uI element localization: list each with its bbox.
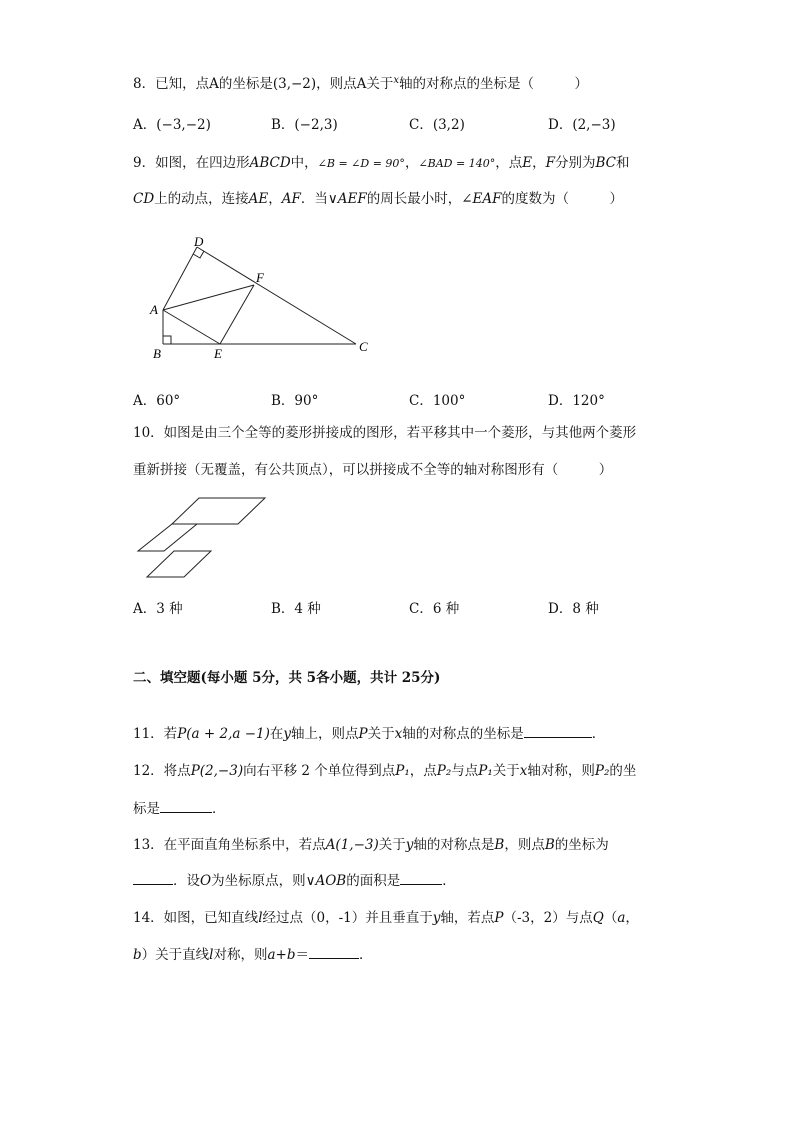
section-title: 二、填空题(每小题 5分，共 5各小题，共计 25分) bbox=[133, 670, 441, 686]
q9-stem-line2: CD上的动点，连接AE，AF．当∨AEF的周长最小时，∠EAF的度数为（ ） bbox=[133, 191, 624, 207]
q9-stem-line1: 9．如图，在四边形ABCD中，∠B = ∠D = 90°，∠BAD = 140°，点E，F分别为BC和 bbox=[133, 155, 630, 171]
q13-answer-blank-2[interactable] bbox=[400, 872, 442, 885]
q10-rhombus-figure bbox=[134, 492, 274, 584]
q14-stem-line1: 14．如图，已知直线l经过点（0，-1）并且垂直于y轴，若点P（-3，2）与点Q（a， bbox=[133, 910, 639, 926]
q9-option-b[interactable]: B．90° bbox=[271, 393, 319, 409]
q8-option-d[interactable]: D．(2,−3) bbox=[548, 117, 616, 133]
q13-stem-line1: 13．在平面直角坐标系中，若点A(1,−3)关于y轴的对称点是B，则点B的坐标为 bbox=[133, 837, 609, 853]
q14-stem-line2: b）关于直线l对称，则a+b＝ ． bbox=[133, 947, 373, 963]
q9-option-c[interactable]: C．100° bbox=[409, 393, 466, 409]
q8-option-b[interactable]: B．(−2,3) bbox=[271, 117, 338, 133]
q12-stem-line1: 12．将点P(2,−3)向右平移 2 个单位得到点P₁，点P₂与点P₁关于x轴对称，则P₂的坐 bbox=[133, 763, 637, 779]
q10-option-d[interactable]: D．8 种 bbox=[548, 601, 599, 617]
q9-option-a[interactable]: A．60° bbox=[133, 393, 181, 409]
rhombus-top bbox=[172, 498, 265, 524]
q8-option-a[interactable]: A．(−3,−2) bbox=[133, 117, 211, 133]
q9-quadrilateral-figure bbox=[140, 230, 380, 365]
q10-option-c[interactable]: C．6 种 bbox=[409, 601, 460, 617]
label-f: F bbox=[256, 270, 264, 285]
segment-ae bbox=[163, 310, 220, 344]
segment-ef bbox=[220, 285, 254, 344]
q10-option-b[interactable]: B．4 种 bbox=[271, 601, 321, 617]
q13-stem-line2: ．设O为坐标原点，则∨AOB的面积是 ． bbox=[133, 869, 456, 889]
q14-answer-blank[interactable] bbox=[309, 946, 359, 959]
edge-da bbox=[163, 247, 197, 310]
q11-answer-blank[interactable] bbox=[524, 725, 592, 738]
q9-option-d[interactable]: D．120° bbox=[548, 393, 605, 409]
q11-stem: 11．若P(a + 2,a −1)在y轴上，则点P关于x轴的对称点的坐标是 ． bbox=[133, 726, 606, 742]
q12-stem-line2: 标是 ． bbox=[133, 801, 226, 817]
label-a: A bbox=[150, 302, 158, 317]
q12-answer-blank[interactable] bbox=[160, 800, 212, 813]
q13-answer-blank-1[interactable] bbox=[133, 872, 173, 885]
label-c: C bbox=[359, 339, 368, 354]
q10-stem-line1: 10．如图是由三个全等的菱形拼接成的图形，若平移其中一个菱形，与其他两个菱形 bbox=[133, 425, 637, 441]
segment-af bbox=[163, 285, 254, 310]
q8-option-c[interactable]: C．(3,2) bbox=[409, 117, 465, 133]
rhombus-bottom bbox=[147, 551, 211, 577]
q10-option-a[interactable]: A．3 种 bbox=[133, 601, 183, 617]
right-angle-mark-b bbox=[163, 336, 171, 344]
label-d: D bbox=[194, 234, 204, 249]
label-e: E bbox=[214, 346, 222, 361]
q8-stem: 8．已知，点A的坐标是(3,−2)，则点A关于$^x$轴的对称点的坐标是（ ） bbox=[133, 75, 589, 92]
rhombus-middle bbox=[138, 524, 197, 551]
edge-dc bbox=[197, 247, 356, 344]
q10-stem-line2: 重新拼接（无覆盖，有公共顶点），可以拼接成不全等的轴对称图形有（ ） bbox=[133, 462, 613, 478]
label-b: B bbox=[153, 346, 161, 361]
